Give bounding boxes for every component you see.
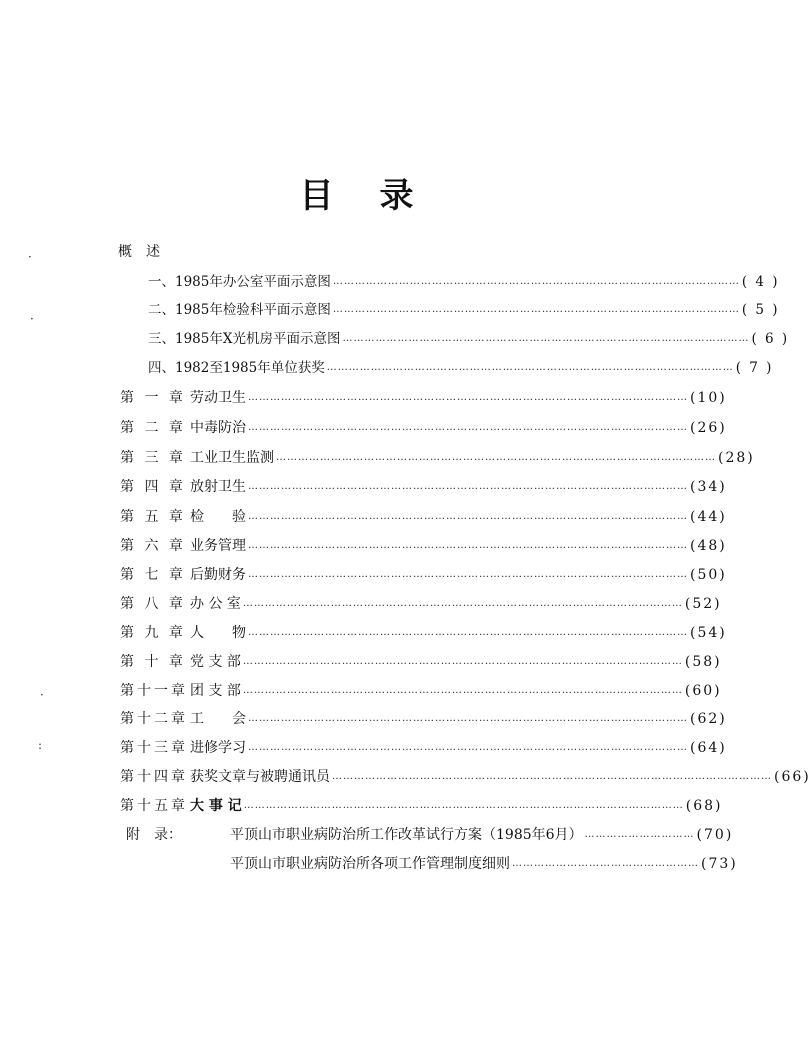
toc-chapter xyxy=(120,738,727,758)
chapter-title: 劳动卫生 xyxy=(190,390,246,406)
chapter-page: (64) xyxy=(690,740,727,756)
toc-appendix xyxy=(126,825,734,845)
chapter-number: 第十一章 xyxy=(120,683,188,699)
appendix-item-page: (70) xyxy=(696,827,734,843)
chapter-page: (34) xyxy=(690,479,727,495)
chapter-title: 工 会 xyxy=(190,711,246,727)
chapter-page: (62) xyxy=(690,711,727,727)
sub-item-page: ( 4 ) xyxy=(741,274,780,290)
chapter-page: (50) xyxy=(690,567,727,583)
dot-leader: ………………………………………………………………………………………………… xyxy=(342,333,750,344)
toc-chapter xyxy=(120,709,727,729)
appendix-label: 附 录： xyxy=(126,827,182,843)
chapter-page: (68) xyxy=(685,798,723,814)
toc-chapter xyxy=(120,536,727,556)
toc-chapter xyxy=(120,652,722,672)
scan-speck: · xyxy=(28,250,32,264)
chapter-title: 中毒防治 xyxy=(190,420,246,436)
toc-overview xyxy=(118,242,160,262)
toc-chapter xyxy=(120,681,722,701)
chapter-title: 后勤财务 xyxy=(190,567,246,583)
dot-leader: ………………………………………………………………………………………………………… xyxy=(276,452,716,463)
dot-leader: ………………………………………………………………………………………………………… xyxy=(242,598,683,609)
chapter-page: (48) xyxy=(690,538,727,554)
chapter-number: 第 五 章 xyxy=(120,509,186,525)
dot-leader: ………………………………………………………………………………………………………… xyxy=(242,685,683,696)
toc-chapter xyxy=(120,796,723,816)
chapter-page: (58) xyxy=(684,654,722,670)
chapter-title: 检 验 xyxy=(190,509,246,525)
dot-leader: ………………………………………………………………………………………………………… xyxy=(248,540,688,551)
toc-sub-item xyxy=(148,272,780,292)
chapter-page: (26) xyxy=(690,420,727,436)
chapter-title: 放射卫生 xyxy=(190,479,246,495)
title-char-right: 录 xyxy=(379,176,414,216)
toc-sub-item xyxy=(148,358,774,378)
dot-leader: ………………………………………………………………………………………………… xyxy=(332,276,740,287)
chapter-page: (66) xyxy=(774,769,811,785)
scan-speck: · xyxy=(40,688,44,702)
toc-chapter xyxy=(120,767,811,787)
appendix-item-title: 平顶山市职业病防治所工作改革试行方案（1985年6月） xyxy=(230,827,583,843)
toc-chapter xyxy=(120,418,727,438)
chapter-number: 第 一 章 xyxy=(120,390,186,406)
chapter-number: 第 七 章 xyxy=(120,567,186,583)
chapter-number: 第 三 章 xyxy=(120,450,186,466)
chapter-page: (28) xyxy=(718,450,755,466)
appendix-item-title: 平顶山市职业病防治所各项工作管理制度细则 xyxy=(230,856,510,872)
chapter-page: (60) xyxy=(684,683,722,699)
toc-chapter xyxy=(120,477,727,497)
chapter-title: 大 事 记 xyxy=(190,798,242,814)
chapter-page: (54) xyxy=(690,625,727,641)
chapter-title: 团 支 部 xyxy=(190,683,241,699)
chapter-title: 进修学习 xyxy=(190,740,246,756)
chapter-number: 第十五章 xyxy=(120,798,188,814)
scan-speck: · xyxy=(30,312,34,326)
chapter-title: 获奖文章与被聘通讯员 xyxy=(190,769,330,785)
sub-item-label: 二、1985年检验科平面示意图 xyxy=(148,302,331,318)
dot-leader: ………………………………………………………………………………………………………… xyxy=(248,742,688,753)
sub-item-label: 三、1985年X光机房平面示意图 xyxy=(148,331,341,347)
chapter-number: 第十四章 xyxy=(120,769,188,785)
dot-leader: ………………………………………………………………………………………………………… xyxy=(248,627,688,638)
dot-leader: ………………………………………………………………………………………………… xyxy=(326,362,734,373)
chapter-title: 人 物 xyxy=(190,625,246,641)
chapter-number: 第 十 章 xyxy=(120,654,186,670)
chapter-title: 党 支 部 xyxy=(190,654,241,670)
overview-label: 概 述 xyxy=(118,244,160,260)
toc-sub-item xyxy=(148,329,790,349)
dot-leader: ………………………………………………………………………………………………………… xyxy=(248,481,688,492)
toc-chapter xyxy=(120,388,727,408)
chapter-number: 第 四 章 xyxy=(120,479,186,495)
dot-leader: ………………………………………………………………………………………………………… xyxy=(248,713,688,724)
toc-chapter xyxy=(120,623,727,643)
chapter-page: (52) xyxy=(684,596,722,612)
toc-chapter xyxy=(120,448,755,468)
dot-leader: ………………………………………………………………………………………………………… xyxy=(248,511,688,522)
chapter-number: 第十三章 xyxy=(120,740,188,756)
sub-item-label: 一、1985年办公室平面示意图 xyxy=(148,274,331,290)
toc-appendix-item xyxy=(230,854,738,874)
chapter-title: 工业卫生监测 xyxy=(190,450,274,466)
chapter-page: (10) xyxy=(690,390,727,406)
dot-leader: ………………………………………………………………………………………………………… xyxy=(332,771,772,782)
chapter-title: 办 公 室 xyxy=(190,596,241,612)
chapter-number: 第 八 章 xyxy=(120,596,186,612)
chapter-title: 业务管理 xyxy=(190,538,246,554)
toc-sub-item xyxy=(148,300,780,320)
chapter-number: 第十二章 xyxy=(120,711,188,727)
sub-item-page: ( 5 ) xyxy=(741,302,780,318)
sub-item-page: ( 7 ) xyxy=(735,360,774,376)
scan-speck: : xyxy=(38,738,43,752)
chapter-number: 第 二 章 xyxy=(120,420,186,436)
toc-chapter xyxy=(120,594,722,614)
toc-chapter xyxy=(120,565,727,585)
dot-leader: ………………………………………………………………………………………………………… xyxy=(248,569,688,580)
chapter-number: 第 六 章 xyxy=(120,538,186,554)
dot-leader: ………………………………………………………………………………………………………… xyxy=(243,800,684,811)
dot-leader: ………………………………………………………………………………………………… xyxy=(332,304,740,315)
appendix-item-page: (73) xyxy=(701,856,738,872)
sub-item-label: 四、1982至1985年单位获奖 xyxy=(148,360,325,376)
dot-leader: ………………………………………………………………………………………………………… xyxy=(242,656,683,667)
chapter-page: (44) xyxy=(690,509,727,525)
dot-leader: ………………………………………………………………………………………………………… xyxy=(248,392,688,403)
dot-leader: ………………………………………………………………………………………………………… xyxy=(248,422,688,433)
toc-chapter xyxy=(120,507,727,527)
sub-item-page: ( 6 ) xyxy=(751,331,790,347)
title-char-left: 目 xyxy=(299,176,334,216)
dot-leader: …………………………………………… xyxy=(512,858,699,869)
chapter-number: 第 九 章 xyxy=(120,625,186,641)
dot-leader: ………………………… xyxy=(584,829,695,840)
